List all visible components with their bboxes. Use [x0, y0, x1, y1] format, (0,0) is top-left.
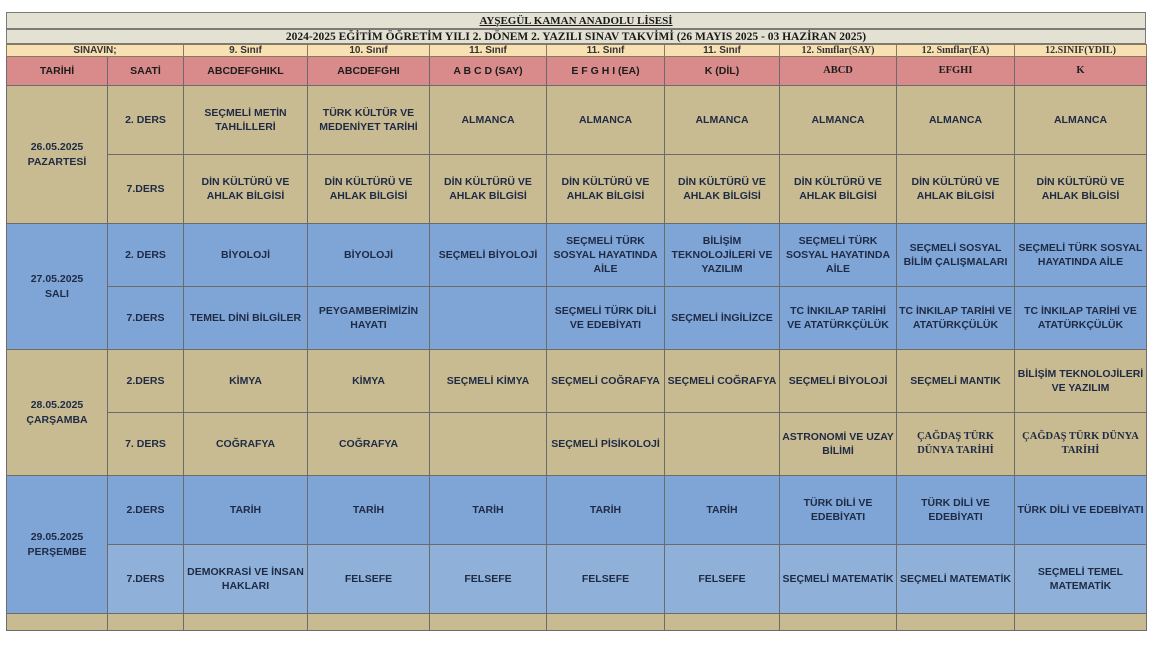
exam-cell: TÜRK DİLİ VE EDEBİYATI [1015, 476, 1147, 545]
exam-cell: DİN KÜLTÜRÜ VE AHLAK BİLGİSİ [547, 155, 665, 224]
school-title: AYŞEGÜL KAMAN ANADOLU LİSESİ [6, 12, 1146, 29]
exam-date: 27.05.2025 [30, 273, 84, 286]
exam-cell: DİN KÜLTÜRÜ VE AHLAK BİLGİSİ [897, 155, 1015, 224]
exam-cell: SEÇMELİ METİN TAHLİLLERİ [184, 86, 308, 155]
exam-cell: TÜRK KÜLTÜR VE MEDENİYET TARİHİ [308, 86, 430, 155]
header-cell: ABCDEFGHIKL [184, 57, 308, 86]
table-row [7, 155, 1147, 224]
exam-cell: TARİH [308, 476, 430, 545]
period-cell: 2.DERS [108, 350, 184, 413]
exam-cell [430, 413, 547, 476]
date-cell [7, 224, 108, 350]
exam-cell: SEÇMELİ KİMYA [430, 350, 547, 413]
header-cell: 11. Sınıf [665, 45, 780, 57]
period-cell: 2. DERS [108, 224, 184, 287]
exam-cell: KİMYA [184, 350, 308, 413]
exam-cell: SEÇMELİ COĞRAFYA [665, 350, 780, 413]
exam-cell: SEÇMELİ İNGİLİZCE [665, 287, 780, 350]
exam-cell: KİMYA [308, 350, 430, 413]
exam-cell: ALMANCA [1015, 86, 1147, 155]
exam-cell: TARİH [430, 476, 547, 545]
exam-cell: DİN KÜLTÜRÜ VE AHLAK BİLGİSİ [308, 155, 430, 224]
table-row [7, 224, 1147, 287]
exam-day: ÇARŞAMBA [26, 413, 88, 426]
exam-schedule-table [6, 44, 1147, 631]
exam-cell: TC İNKILAP TARİHİ VE ATATÜRKÇÜLÜK [780, 287, 897, 350]
exam-cell: BİLİŞİM TEKNOLOJİLERİ VE YAZILIM [1015, 350, 1147, 413]
exam-cell: TÜRK DİLİ VE EDEBİYATI [897, 476, 1015, 545]
exam-cell [184, 614, 308, 631]
period-cell: 2.DERS [108, 476, 184, 545]
exam-cell: ÇAĞDAŞ TÜRK DÜNYA TARİHİ [897, 413, 1015, 476]
exam-cell: DİN KÜLTÜRÜ VE AHLAK BİLGİSİ [780, 155, 897, 224]
period-cell: 7. DERS [108, 413, 184, 476]
header-cell: E F G H I (EA) [547, 57, 665, 86]
exam-cell: SEÇMELİ MATEMATİK [897, 545, 1015, 614]
exam-cell [430, 614, 547, 631]
header-cell: 12. Sınıflar(SAY) [780, 45, 897, 57]
exam-day: PERŞEMBE [27, 545, 87, 558]
exam-cell: TEMEL DİNİ BİLGİLER [184, 287, 308, 350]
exam-cell: SEÇMELİ BİYOLOJİ [780, 350, 897, 413]
exam-cell: SEÇMELİ PİSİKOLOJİ [547, 413, 665, 476]
header-row-grades [7, 45, 1147, 57]
exam-cell: SEÇMELİ COĞRAFYA [547, 350, 665, 413]
exam-cell: DİN KÜLTÜRÜ VE AHLAK BİLGİSİ [665, 155, 780, 224]
exam-cell: ALMANCA [665, 86, 780, 155]
exam-cell: ALMANCA [430, 86, 547, 155]
exam-date: 26.05.2025 [30, 141, 84, 154]
header-cell: K [1015, 57, 1147, 86]
period-cell: 7.DERS [108, 545, 184, 614]
header-cell: 9. Sınıf [184, 45, 308, 57]
exam-cell: FELSEFE [308, 545, 430, 614]
header-cell: ABCDEFGHI [308, 57, 430, 86]
exam-cell: COĞRAFYA [184, 413, 308, 476]
table-row [7, 545, 1147, 614]
table-row [7, 350, 1147, 413]
header-row-sections [7, 57, 1147, 86]
exam-cell [780, 614, 897, 631]
header-cell: 11. Sınıf [547, 45, 665, 57]
exam-cell: BİYOLOJİ [184, 224, 308, 287]
date-cell [7, 86, 108, 224]
header-cell: SINAVIN; [7, 45, 184, 57]
exam-cell: TÜRK DİLİ VE EDEBİYATI [780, 476, 897, 545]
exam-cell [1015, 614, 1147, 631]
exam-cell: FELSEFE [547, 545, 665, 614]
date-cell [7, 350, 108, 476]
exam-cell [665, 413, 780, 476]
exam-cell: DEMOKRASİ VE İNSAN HAKLARI [184, 545, 308, 614]
exam-cell: SEÇMELİ TÜRK DİLİ VE EDEBİYATI [547, 287, 665, 350]
exam-cell: TC İNKILAP TARİHİ VE ATATÜRKÇÜLÜK [1015, 287, 1147, 350]
period-cell: 7.DERS [108, 155, 184, 224]
exam-cell: ASTRONOMİ VE UZAY BİLİMİ [780, 413, 897, 476]
exam-cell: ALMANCA [547, 86, 665, 155]
table-row [7, 476, 1147, 545]
exam-cell: TC İNKILAP TARİHİ VE ATATÜRKÇÜLÜK [897, 287, 1015, 350]
table-row [7, 86, 1147, 155]
exam-cell: SEÇMELİ TÜRK SOSYAL HAYATINDA AİLE [1015, 224, 1147, 287]
exam-cell: TARİH [184, 476, 308, 545]
date-cell [7, 476, 108, 614]
header-cell: A B C D (SAY) [430, 57, 547, 86]
exam-cell: DİN KÜLTÜRÜ VE AHLAK BİLGİSİ [430, 155, 547, 224]
exam-cell: PEYGAMBERİMİZİN HAYATI [308, 287, 430, 350]
header-cell: ABCD [780, 57, 897, 86]
exam-cell [308, 614, 430, 631]
header-cell: EFGHI [897, 57, 1015, 86]
exam-date: 29.05.2025 [30, 531, 84, 544]
header-cell: 12.SINIF(YDİL) [1015, 45, 1147, 57]
header-cell: SAATİ [108, 57, 184, 86]
period-cell: 7.DERS [108, 287, 184, 350]
exam-cell: SEÇMELİ MANTIK [897, 350, 1015, 413]
exam-cell: SEÇMELİ TEMEL MATEMATİK [1015, 545, 1147, 614]
table-row [7, 413, 1147, 476]
exam-cell: COĞRAFYA [308, 413, 430, 476]
exam-cell: TARİH [547, 476, 665, 545]
exam-cell: DİN KÜLTÜRÜ VE AHLAK BİLGİSİ [1015, 155, 1147, 224]
exam-cell: SEÇMELİ TÜRK SOSYAL HAYATINDA AİLE [547, 224, 665, 287]
header-cell: TARİHİ [7, 57, 108, 86]
header-cell: 12. Sınıflar(EA) [897, 45, 1015, 57]
exam-day: SALI [45, 287, 69, 300]
exam-cell [665, 614, 780, 631]
date-cell [7, 614, 108, 631]
exam-cell [897, 614, 1015, 631]
exam-cell: ALMANCA [897, 86, 1015, 155]
header-cell: 11. Sınıf [430, 45, 547, 57]
exam-cell: DİN KÜLTÜRÜ VE AHLAK BİLGİSİ [184, 155, 308, 224]
table-row [7, 614, 1147, 631]
header-cell: K (DİL) [665, 57, 780, 86]
exam-cell: FELSEFE [665, 545, 780, 614]
exam-cell: SEÇMELİ MATEMATİK [780, 545, 897, 614]
header-cell: 10. Sınıf [308, 45, 430, 57]
exam-cell: TARİH [665, 476, 780, 545]
exam-cell: FELSEFE [430, 545, 547, 614]
exam-cell: BİYOLOJİ [308, 224, 430, 287]
exam-cell [430, 287, 547, 350]
exam-cell: BİLİŞİM TEKNOLOJİLERİ VE YAZILIM [665, 224, 780, 287]
exam-cell: ÇAĞDAŞ TÜRK DÜNYA TARİHİ [1015, 413, 1147, 476]
exam-cell: ALMANCA [780, 86, 897, 155]
period-cell [108, 614, 184, 631]
table-row [7, 287, 1147, 350]
schedule-subtitle: 2024-2025 EĞİTİM ÖĞRETİM YILI 2. DÖNEM 2. YAZILI SINAV TAKVİMİ (26 MAYIS 2025 - 03 HAZİRAN 2025) [6, 29, 1146, 44]
period-cell: 2. DERS [108, 86, 184, 155]
exam-date: 28.05.2025 [30, 399, 84, 412]
exam-cell: SEÇMELİ BİYOLOJİ [430, 224, 547, 287]
exam-day: PAZARTESİ [27, 155, 87, 168]
exam-cell: SEÇMELİ SOSYAL BİLİM ÇALIŞMALARI [897, 224, 1015, 287]
exam-cell: SEÇMELİ TÜRK SOSYAL HAYATINDA AİLE [780, 224, 897, 287]
exam-cell [547, 614, 665, 631]
